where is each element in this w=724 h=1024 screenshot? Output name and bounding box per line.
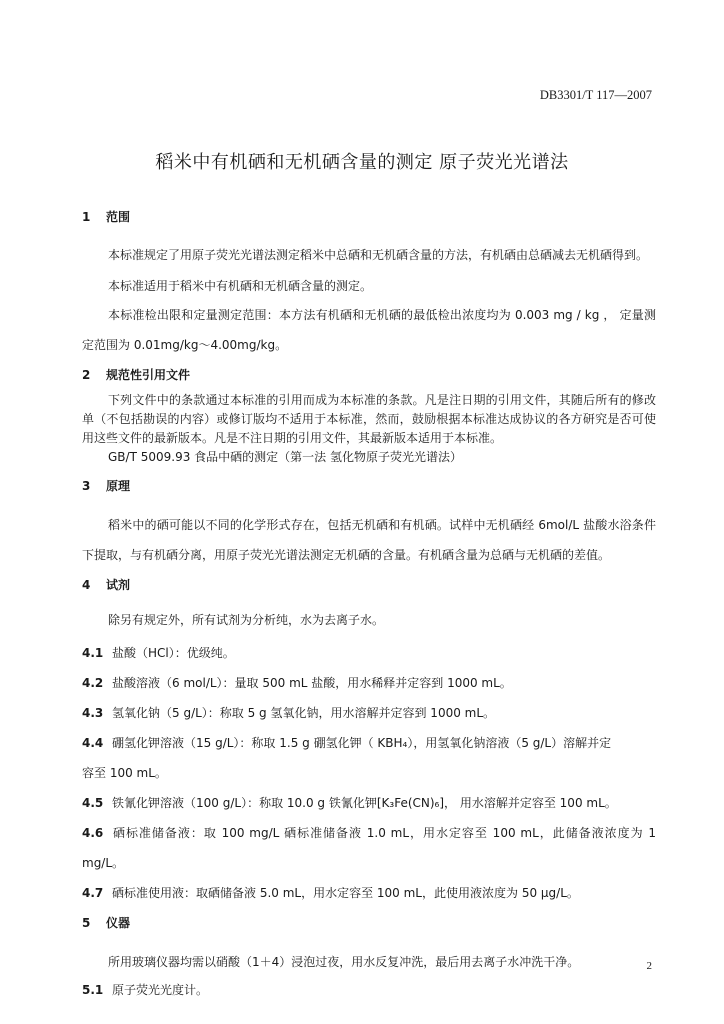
section-title: 范围 — [106, 210, 131, 224]
item-number: 4.7 — [82, 886, 104, 900]
list-item — [82, 878, 656, 908]
item-text: 硼氢化钾溶液（15 g/L）：称取 1.5 g 硼氢化钾（ KBH₄），用氢氧化钠溶液（5 g/L）溶解并定 — [112, 736, 612, 750]
paragraph: 除另有规定外，所有试剂为分析纯，水为去离子水。 — [108, 613, 385, 627]
section-number: 3 — [82, 479, 91, 493]
list-item — [82, 728, 656, 758]
document-body — [82, 206, 656, 1003]
item-number: 4.4 — [82, 736, 104, 750]
list-item — [82, 818, 656, 878]
list-item — [82, 638, 656, 668]
document-title: 稻米中有机硒和无机硒含量的测定 原子荧光光谱法 — [155, 152, 569, 173]
section-heading-1 — [82, 206, 656, 229]
item-number: 4.3 — [82, 706, 104, 720]
item-text: 原子荧光光度计。 — [112, 983, 209, 997]
section-title: 规范性引用文件 — [106, 368, 191, 382]
list-item — [82, 977, 656, 1003]
list-item — [82, 788, 656, 818]
item-number: 4.2 — [82, 676, 104, 690]
list-item — [82, 698, 656, 728]
section-number: 2 — [82, 368, 91, 382]
paragraph: 本标准检出限和定量测定范围：本方法有机硒和无机硒的最低检出浓度均为 0.003 mg / kg ， 定量测定范围为 0.01mg/kg～4.00mg/kg。 — [82, 308, 656, 352]
item-text: 盐酸溶液（6 mol/L）：量取 500 mL 盐酸，用水稀释并定容到 1000 mL。 — [112, 676, 512, 690]
section-heading-3 — [82, 475, 656, 498]
item-number: 4.1 — [82, 646, 104, 660]
paragraph: 稻米中的硒可能以不同的化学形式存在，包括无机硒和有机硒。试样中无机硒经 6mol/L 盐酸水浴条件下提取，与有机硒分离，用原子荧光光谱法测定无机硒的含量。有机硒含量为总硒与无机硒的差值。 — [82, 518, 656, 562]
item-text: 铁氰化钾溶液（100 g/L）：称取 10.0 g 铁氰化钾[K₃Fe(CN)₆]， 用水溶解并定容至 100 mL。 — [112, 796, 617, 810]
item-text: 氢氧化钠（5 g/L）：称取 5 g 氢氧化钠，用水溶解并定容到 1000 mL。 — [112, 706, 496, 720]
paragraph: 本标准规定了用原子荧光光谱法测定稻米中总硒和无机硒含量的方法，有机硒由总硒减去无机硒得到。 — [108, 248, 649, 262]
document-code: DB3301/T 117—2007 — [539, 88, 652, 102]
section-heading-2 — [82, 364, 656, 387]
section-number: 5 — [82, 916, 91, 930]
section-title: 原理 — [106, 479, 131, 493]
item-text: 盐酸（HCl）：优级纯。 — [112, 646, 235, 660]
item-number: 5.1 — [82, 983, 104, 997]
paragraph: 下列文件中的条款通过本标准的引用而成为本标准的条款。凡是注日期的引用文件，其随后所有的修改单（不包括勘误的内容）或修订版均不适用于本标准，然而，鼓励根据本标准达成协议的各方研究是否可使用这些文件的最新版本。凡是不注日期的引用文件，其最新版本适用于本标准。 — [82, 393, 656, 445]
paragraph: 本标准适用于稻米中有机硒和无机硒含量的测定。 — [108, 279, 373, 293]
section-number: 4 — [82, 578, 91, 592]
item-text: 硒标准储备液：取 100 mg/L 硒标准储备液 1.0 mL，用水定容至 100 mL，此储备液浓度为 1 mg/L。 — [82, 826, 656, 870]
item-number: 4.5 — [82, 796, 104, 810]
section-title: 试剂 — [106, 578, 131, 592]
section-title: 仪器 — [106, 916, 131, 930]
section-number: 1 — [82, 210, 91, 224]
list-item — [82, 668, 656, 698]
normative-reference: GB/T 5009.93 食品中硒的测定（第一法 氢化物原子荧光光谱法） — [108, 450, 462, 464]
item-number: 4.6 — [82, 826, 104, 840]
paragraph: 所用玻璃仪器均需以硝酸（1＋4）浸泡过夜，用水反复冲洗，最后用去离子水冲洗干净。 — [108, 955, 580, 969]
page-number: 2 — [646, 960, 652, 972]
section-heading-4 — [82, 574, 656, 597]
section-heading-5 — [82, 912, 656, 935]
item-continuation: 容至 100 mL。 — [82, 766, 167, 780]
item-text: 硒标准使用液：取硒储备液 5.0 mL，用水定容至 100 mL，此使用液浓度为 50 μg/L。 — [112, 886, 579, 900]
